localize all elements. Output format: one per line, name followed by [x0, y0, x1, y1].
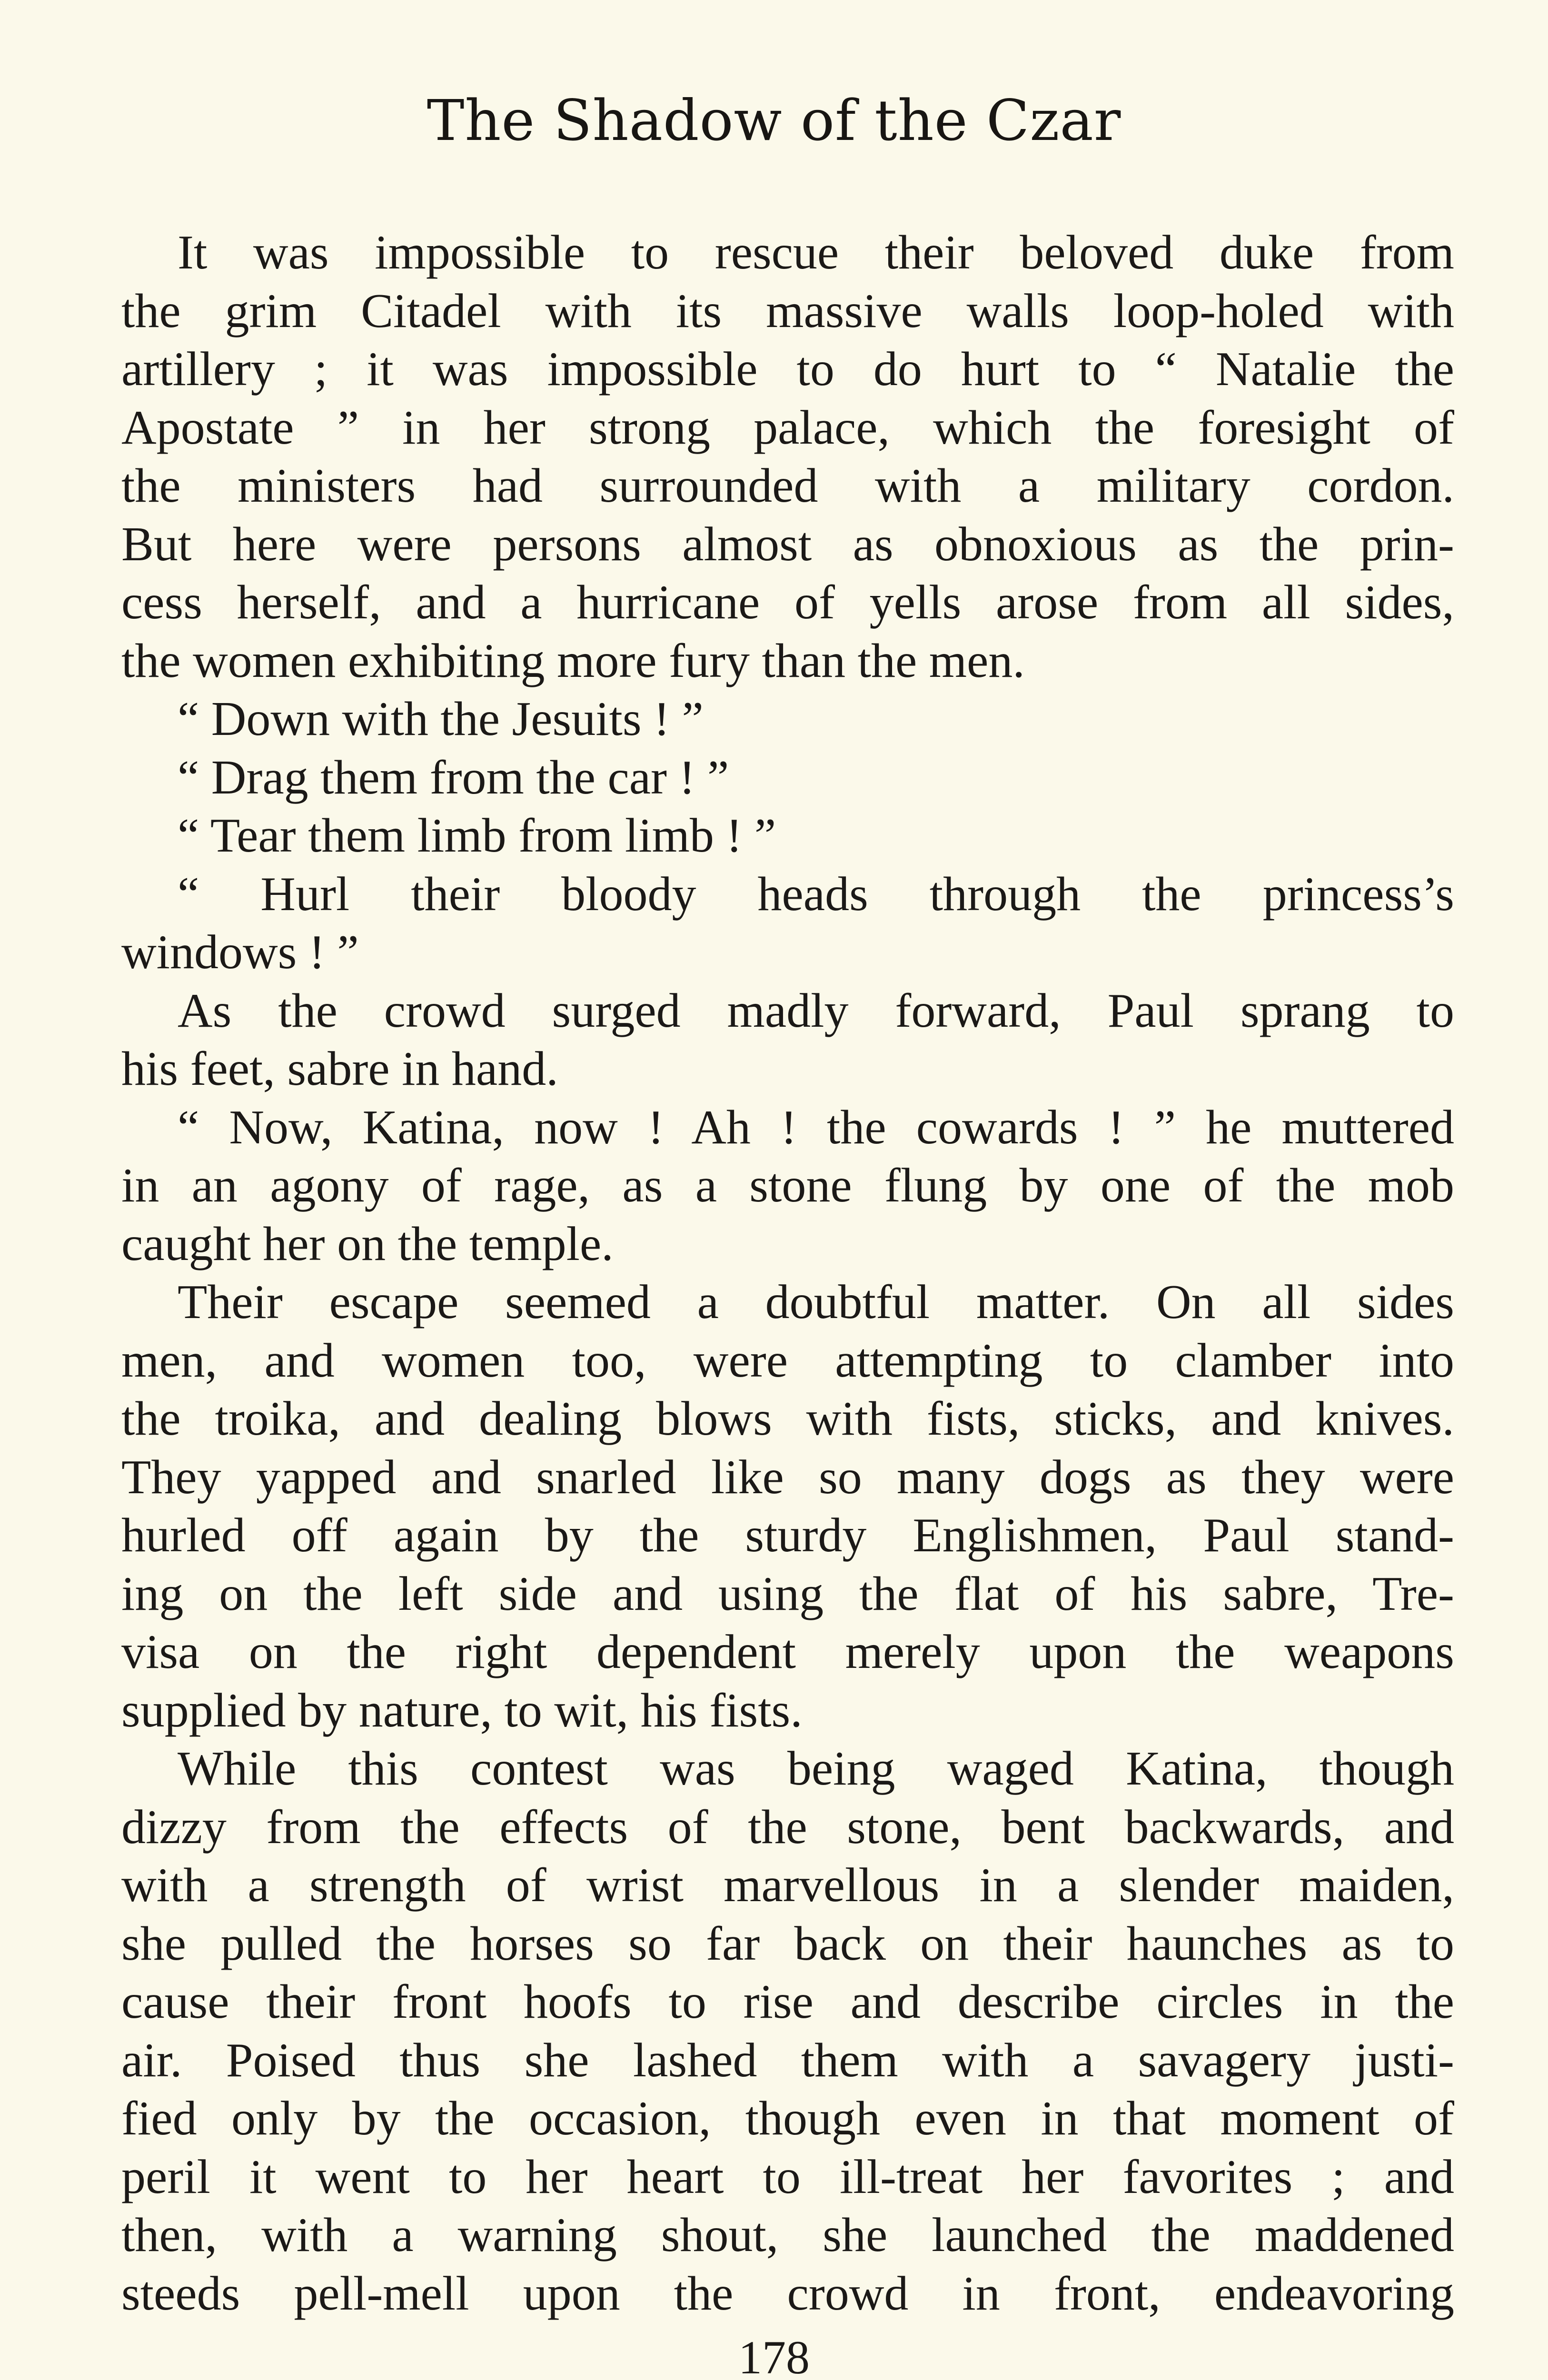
text-line: the women exhibiting more fury than the men.	[121, 634, 1025, 688]
text-line: “ Tear them limb from limb ! ”	[178, 809, 776, 863]
text-line: windows ! ”	[121, 925, 359, 979]
text-line: steeds pell-mell upon the crowd in front, endeavoring	[121, 2266, 1454, 2320]
text-line: cause their front hoofs to rise and describe circles in the	[121, 1975, 1454, 2029]
text-line: ing on the left side and using the flat of his sabre, Tre-	[121, 1567, 1454, 1621]
text-line: Their escape seemed a doubtful matter. On all sides	[178, 1275, 1454, 1329]
text-line: with a strength of wrist marvellous in a slender maiden,	[121, 1858, 1454, 1912]
text-line: hurled off again by the sturdy Englishmen, Paul stand-	[121, 1508, 1454, 1562]
text-line: then, with a warning shout, she launched the maddened	[121, 2208, 1454, 2262]
text-line: the grim Citadel with its massive walls loop-holed with	[121, 284, 1454, 338]
text-line: she pulled the horses so far back on their haunches as to	[121, 1916, 1454, 1971]
text-line: “ Drag them from the car ! ”	[178, 750, 729, 804]
text-line: artillery ; it was impossible to do hurt to “ Natalie the	[121, 342, 1454, 396]
running-head: The Shadow of the Czar	[427, 88, 1121, 153]
text-line: As the crowd surged madly forward, Paul sprang to	[178, 983, 1454, 1038]
text-line: cess herself, and a hurricane of yells arose from all sides,	[121, 575, 1454, 629]
text-line: the ministers had surrounded with a military cordon.	[121, 459, 1454, 513]
text-line: the troika, and dealing blows with fists, sticks, and knives.	[121, 1392, 1454, 1446]
text-line: visa on the right dependent merely upon the weapons	[121, 1625, 1454, 1679]
page-number: 178	[738, 2331, 810, 2380]
text-line: “ Down with the Jesuits ! ”	[178, 692, 704, 746]
text-line: “ Hurl their bloody heads through the princess’s	[178, 867, 1454, 921]
text-line: men, and women too, were attempting to clamber into	[121, 1333, 1454, 1388]
text-line: dizzy from the effects of the stone, bent backwards, and	[121, 1800, 1454, 1854]
text-line: Apostate ” in her strong palace, which the foresight of	[121, 400, 1454, 455]
text-line: “ Now, Katina, now ! Ah ! the cowards ! ” he muttered	[178, 1100, 1454, 1154]
text-line: fied only by the occasion, though even in that moment of	[121, 2092, 1454, 2145]
text-line: in an agony of rage, as a stone flung by one of the mob	[121, 1159, 1454, 1212]
text-line: peril it went to her heart to ill-treat her favorites ; and	[121, 2150, 1454, 2204]
text-line: But here were persons almost as obnoxious as the prin-	[121, 517, 1454, 571]
text-line: While this contest was being waged Katina, though	[178, 1742, 1454, 1795]
text-line: They yapped and snarled like so many dogs as they were	[121, 1450, 1454, 1504]
text-line: caught her on the temple.	[121, 1217, 614, 1271]
text-line: It was impossible to rescue their beloved duke from	[178, 226, 1454, 279]
text-line: air. Poised thus she lashed them with a savagery justi-	[121, 2033, 1454, 2087]
text-line: supplied by nature, to wit, his fists.	[121, 1683, 803, 1737]
body-text	[121, 224, 1454, 2323]
text-line: his feet, sabre in hand.	[121, 1042, 558, 1096]
